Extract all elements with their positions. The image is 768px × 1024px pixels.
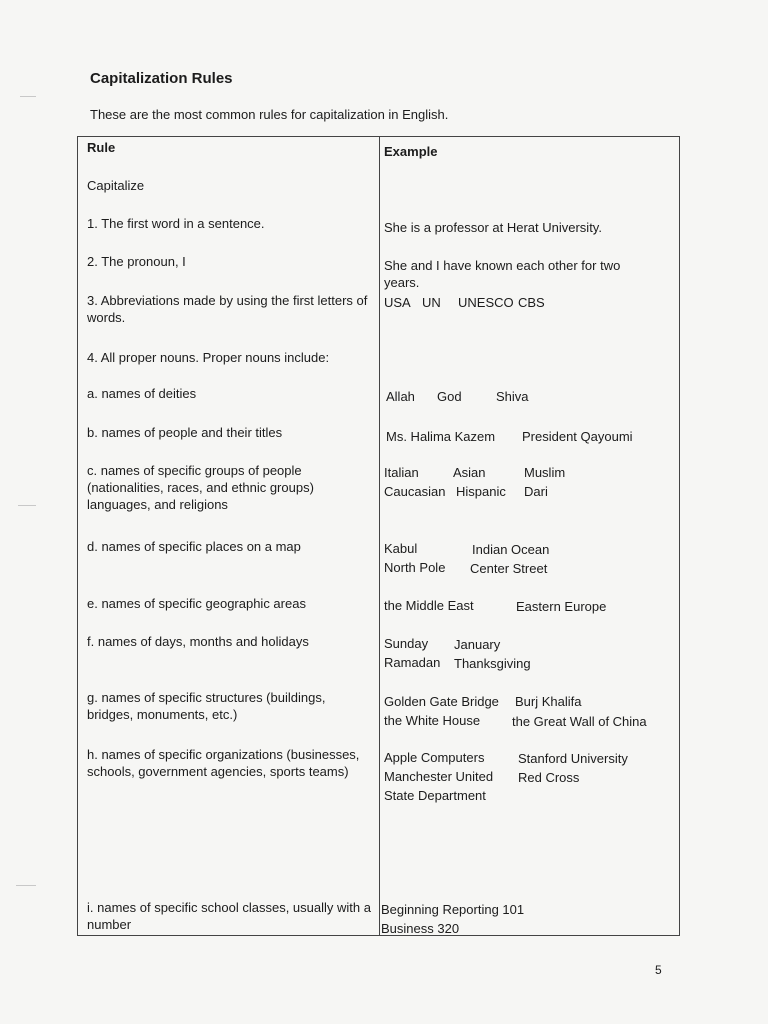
- rule-1: 1. The first word in a sentence.: [87, 216, 265, 231]
- example-item: She and I have known each other for two: [384, 258, 621, 273]
- example-item: Business 320: [381, 921, 460, 936]
- example-item: Stanford University: [518, 751, 628, 766]
- capitalize-label: Capitalize: [87, 178, 145, 193]
- scan-mark: [20, 96, 36, 97]
- example-item: years.: [384, 275, 420, 290]
- rule-4g: g. names of specific structures (buildings, bridges, monuments, etc.): [87, 690, 326, 722]
- example-item: USA: [384, 295, 411, 310]
- rule-4i: i. names of specific school classes, usually with a number: [87, 900, 371, 932]
- example-item: the Middle East: [384, 598, 474, 613]
- example-item: Golden Gate Bridge: [384, 694, 499, 709]
- rule-2: 2. The pronoun, I: [87, 254, 186, 269]
- example-item: State Department: [384, 788, 486, 803]
- rule-4b: b. names of people and their titles: [87, 425, 283, 440]
- example-item: She is a professor at Herat University.: [384, 220, 602, 235]
- example-item: Red Cross: [518, 770, 580, 785]
- example-item: January: [454, 637, 501, 652]
- example-item: the White House: [384, 713, 481, 728]
- rules-table: [77, 136, 680, 936]
- example-item: Dari: [524, 484, 548, 499]
- example-item: UN: [422, 295, 441, 310]
- example-item: Shiva: [496, 389, 529, 404]
- example-item: Italian: [384, 465, 419, 480]
- example-item: Hispanic: [456, 484, 506, 499]
- example-item: UNESCO: [458, 295, 514, 310]
- scan-mark: [18, 505, 36, 506]
- example-item: Caucasian: [384, 484, 446, 499]
- scan-mark: [16, 885, 36, 886]
- example-item: Allah: [386, 389, 415, 404]
- page-number: 5: [655, 963, 662, 977]
- rule-4h: h. names of specific organizations (businesses, schools, government agencies, sports teams): [87, 747, 360, 779]
- example-header: Example: [384, 144, 438, 159]
- example-item: Ms. Halima Kazem: [386, 429, 496, 444]
- rule-4e: e. names of specific geographic areas: [87, 596, 306, 611]
- example-item: Muslim: [524, 465, 566, 480]
- example-item: Eastern Europe: [516, 599, 607, 614]
- example-item: the Great Wall of China: [512, 714, 647, 729]
- example-item: Ramadan: [384, 655, 441, 670]
- example-item: CBS: [518, 295, 545, 310]
- example-item: Sunday: [384, 636, 429, 651]
- example-item: Thanksgiving: [454, 656, 531, 671]
- example-item: Burj Khalifa: [515, 694, 582, 709]
- rule-4d: d. names of specific places on a map: [87, 539, 301, 554]
- example-item: President Qayoumi: [522, 429, 633, 444]
- rule-4c: c. names of specific groups of people (nationalities, races, and ethnic groups) languages, and religions: [87, 463, 314, 512]
- rule-header: Rule: [87, 140, 116, 155]
- example-item: Kabul: [384, 541, 418, 556]
- rule-4: 4. All proper nouns. Proper nouns include:: [87, 350, 330, 365]
- example-item: Manchester United: [384, 769, 494, 784]
- page-title: Capitalization Rules: [90, 70, 233, 87]
- example-item: God: [437, 389, 462, 404]
- example-item: Center Street: [470, 561, 548, 576]
- column-divider: [379, 136, 380, 936]
- example-item: North Pole: [384, 560, 446, 575]
- example-item: Apple Computers: [384, 750, 485, 765]
- intro-text: These are the most common rules for capitalization in English.: [90, 107, 449, 122]
- rule-4a: a. names of deities: [87, 386, 197, 401]
- example-item: Asian: [453, 465, 486, 480]
- rule-4f: f. names of days, months and holidays: [87, 634, 309, 649]
- rule-3: 3. Abbreviations made by using the first letters of words.: [87, 293, 368, 325]
- example-item: Indian Ocean: [472, 542, 550, 557]
- example-item: Beginning Reporting 101: [381, 902, 525, 917]
